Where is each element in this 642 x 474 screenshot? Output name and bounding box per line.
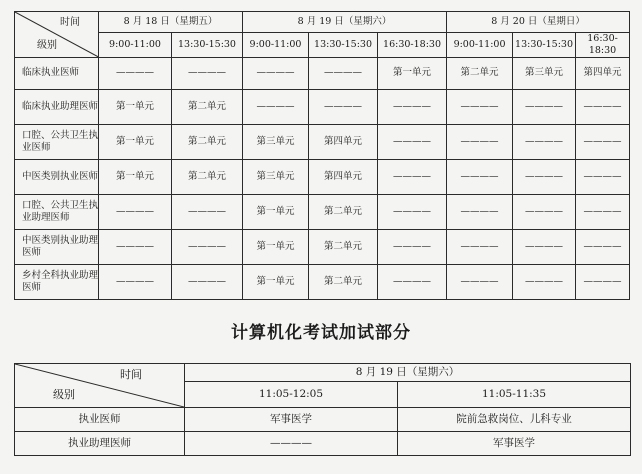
table-cell: ———— [99,264,172,299]
day-header: 8 月 19 日（星期六） [185,364,631,382]
computer-exam-table [14,363,631,456]
table-cell: ———— [172,229,243,264]
table-cell: 第一单元 [243,264,309,299]
table-cell: 第二单元 [309,264,378,299]
table-cell: ———— [378,264,447,299]
table-cell: 军事医学 [185,408,398,432]
day-header: 8 月 19 日（星期六） [243,12,447,33]
row-label: 口腔、公共卫生执业助理医师 [15,194,99,229]
table-cell: 第四单元 [576,57,630,89]
table-cell: ———— [576,124,630,159]
table-cell: ———— [513,194,576,229]
table-cell: 第二单元 [309,229,378,264]
row-label: 临床执业医师 [15,57,99,89]
table-cell: ———— [576,194,630,229]
table-row [15,57,630,89]
table-cell: 第一单元 [378,57,447,89]
table-cell: 第一单元 [243,229,309,264]
table-row [15,194,630,229]
table-cell: ———— [378,89,447,124]
table-cell: ———— [447,89,513,124]
table-cell: ———— [378,194,447,229]
table-cell: ———— [513,89,576,124]
header-time-label: 时间 [60,17,80,28]
table-cell: ———— [513,229,576,264]
time-slot: 13:30-15:30 [513,33,576,58]
header-diagonal-cell [15,12,99,58]
header-level-label: 级别 [53,388,75,402]
table-cell: ———— [447,124,513,159]
row-label: 中医类别执业医师 [15,159,99,194]
table-cell: ———— [378,229,447,264]
table-cell: ———— [576,229,630,264]
table-cell: ———— [576,264,630,299]
time-slot: 13:30-15:30 [309,33,378,58]
table-cell: ———— [172,57,243,89]
header-diagonal-cell [15,364,185,408]
table-cell: 第三单元 [243,124,309,159]
table-cell: ———— [309,89,378,124]
time-slot: 16:30-18:30 [576,33,630,58]
time-slot: 9:00-11:00 [243,33,309,58]
table-cell: ———— [172,264,243,299]
table-cell: 第二单元 [172,124,243,159]
section-title: 计算机化考试加试部分 [231,323,411,343]
table-cell: 军事医学 [398,432,631,456]
time-slot: 9:00-11:00 [99,33,172,58]
table-cell: 第三单元 [513,57,576,89]
exam-schedule-table [14,11,630,300]
row-label: 乡村全科执业助理医师 [15,264,99,299]
time-slot: 13:30-15:30 [172,33,243,58]
table-row [15,229,630,264]
table-cell: ———— [99,57,172,89]
table-cell: 第四单元 [309,159,378,194]
table-row [15,159,630,194]
table-cell: ———— [447,264,513,299]
time-slot: 9:00-11:00 [447,33,513,58]
time-slot: 11:05-11:35 [398,382,631,408]
time-slot: 16:30-18:30 [378,33,447,58]
table-cell: ———— [243,57,309,89]
table-cell: 第二单元 [172,159,243,194]
table-cell: ———— [99,229,172,264]
table-row [15,89,630,124]
table-cell: 第二单元 [447,57,513,89]
table-cell: ———— [513,159,576,194]
table-cell: ———— [513,124,576,159]
table-cell: 第二单元 [172,89,243,124]
table-row [15,408,631,432]
table-cell: 第一单元 [99,159,172,194]
table-cell: 第二单元 [309,194,378,229]
header-level-label: 级别 [37,40,57,52]
table-cell: 第一单元 [243,194,309,229]
table-cell: ———— [447,159,513,194]
day-header: 8 月 20 日（星期日） [447,12,630,33]
row-label: 执业医师 [15,408,185,432]
table-cell: ———— [576,89,630,124]
table-cell: 院前急救岗位、儿科专业 [398,408,631,432]
table-cell: ———— [378,124,447,159]
table-cell: ———— [99,194,172,229]
row-label: 口腔、公共卫生执业医师 [15,124,99,159]
table-row [15,124,630,159]
day-header: 8 月 18 日（星期五） [99,12,243,33]
table-cell: 第一单元 [99,89,172,124]
time-slot: 11:05-12:05 [185,382,398,408]
table-cell: ———— [185,432,398,456]
table-row [15,264,630,299]
table-cell: ———— [447,194,513,229]
row-label: 临床执业助理医师 [15,89,99,124]
table-cell: 第四单元 [309,124,378,159]
row-label: 执业助理医师 [15,432,185,456]
table-cell: ———— [378,159,447,194]
table-cell: 第三单元 [243,159,309,194]
table-cell: ———— [172,194,243,229]
table-cell: 第一单元 [99,124,172,159]
header-time-label: 时间 [120,368,142,381]
table-cell: ———— [576,159,630,194]
table-cell: ———— [513,264,576,299]
table-cell: ———— [447,229,513,264]
table-cell: ———— [309,57,378,89]
table-row [15,432,631,456]
table-cell: ———— [243,89,309,124]
row-label: 中医类别执业助理医师 [15,229,99,264]
